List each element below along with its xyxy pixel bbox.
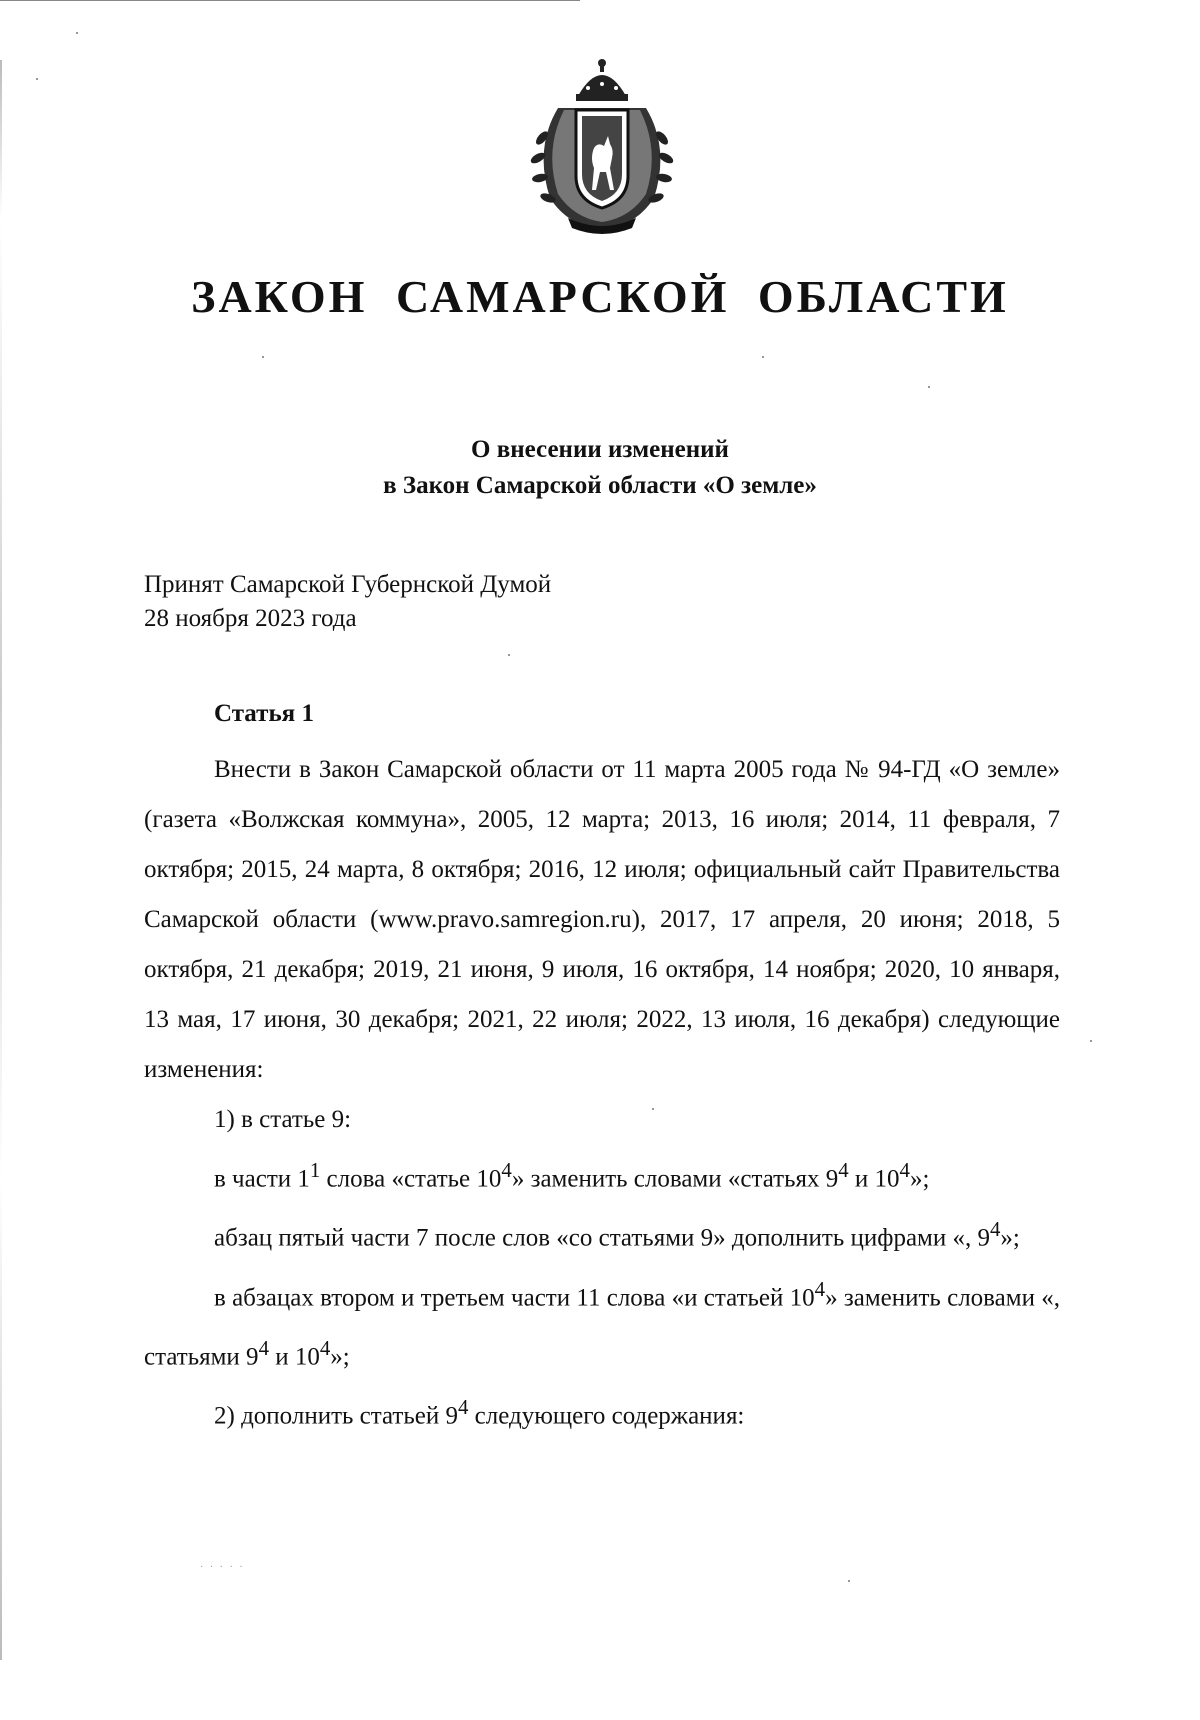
scan-speck bbox=[762, 356, 764, 358]
scan-speck bbox=[1090, 1040, 1092, 1042]
subject-line-1: О внесении изменений bbox=[471, 436, 729, 463]
item-1-title: 1) в статье 9: bbox=[214, 1106, 352, 1133]
samara-region-coat-of-arms-icon bbox=[528, 58, 676, 238]
scan-speck bbox=[652, 1108, 654, 1110]
document-subject bbox=[0, 432, 1200, 504]
article-title: Статья 1 bbox=[214, 700, 314, 727]
scan-artifact-line bbox=[0, 0, 580, 1]
adoption-info bbox=[144, 568, 551, 636]
document-title: ЗАКОН САМАРСКОЙ ОБЛАСТИ bbox=[191, 271, 1009, 322]
item-1-clause-b: абзац пятый части 7 после слов «со статьями 9» дополнить цифрами «, $9^4$»; bbox=[214, 1217, 1020, 1252]
scan-speck bbox=[262, 356, 264, 358]
item-1-clause-c: в абзацах втором и третьем части 11 слова «и статьей $10^4$» заменить словами «, статьями $9^4$ и $10^4$»; bbox=[144, 1276, 1060, 1371]
subject-line-2: в Закон Самарской области «О земле» bbox=[383, 472, 817, 499]
adoption-date: 28 ноября 2023 года bbox=[144, 605, 357, 632]
scan-speck bbox=[36, 78, 38, 80]
article-intro: Внести в Закон Самарской области от 11 марта 2005 года № 94-ГД «О земле» (газета «Волжская коммуна», 2005, 12 марта; 2013, 16 июля; 2014, 11 февраля, 7 октября; 2015, 24 марта, 8 октября; 2016, 12 июля; официальный сайт Правительства Самарской области (www.pravo.samregion.ru), 2017, 17 апреля, 20 июня; 2018, 5 октября, 21 декабря; 2019, 21 июня, 9 июля, 16 октября, 14 ноября; 2020, 10 января, 13 мая, 17 июня, 30 декабря; 2021, 22 июля; 2022, 13 июля, 16 декабря) следующие изменения: bbox=[144, 756, 1060, 1083]
item-1-clause-a: в части $1^1$ слова «статье $10^4$» заменить словами «статьях $9^4$ и $10^4$»; bbox=[214, 1158, 930, 1193]
item-2: 2) дополнить статьей $9^4$ следующего содержания: bbox=[214, 1395, 745, 1430]
scan-speck bbox=[848, 1580, 850, 1582]
article-body bbox=[144, 745, 1060, 1442]
scan-speck bbox=[508, 654, 510, 656]
scan-speck bbox=[928, 386, 930, 388]
scan-speck bbox=[76, 32, 78, 34]
scan-artifact-stamp: · · · · · bbox=[200, 1562, 245, 1573]
adoption-line-1: Принят Самарской Губернской Думой bbox=[144, 571, 552, 598]
